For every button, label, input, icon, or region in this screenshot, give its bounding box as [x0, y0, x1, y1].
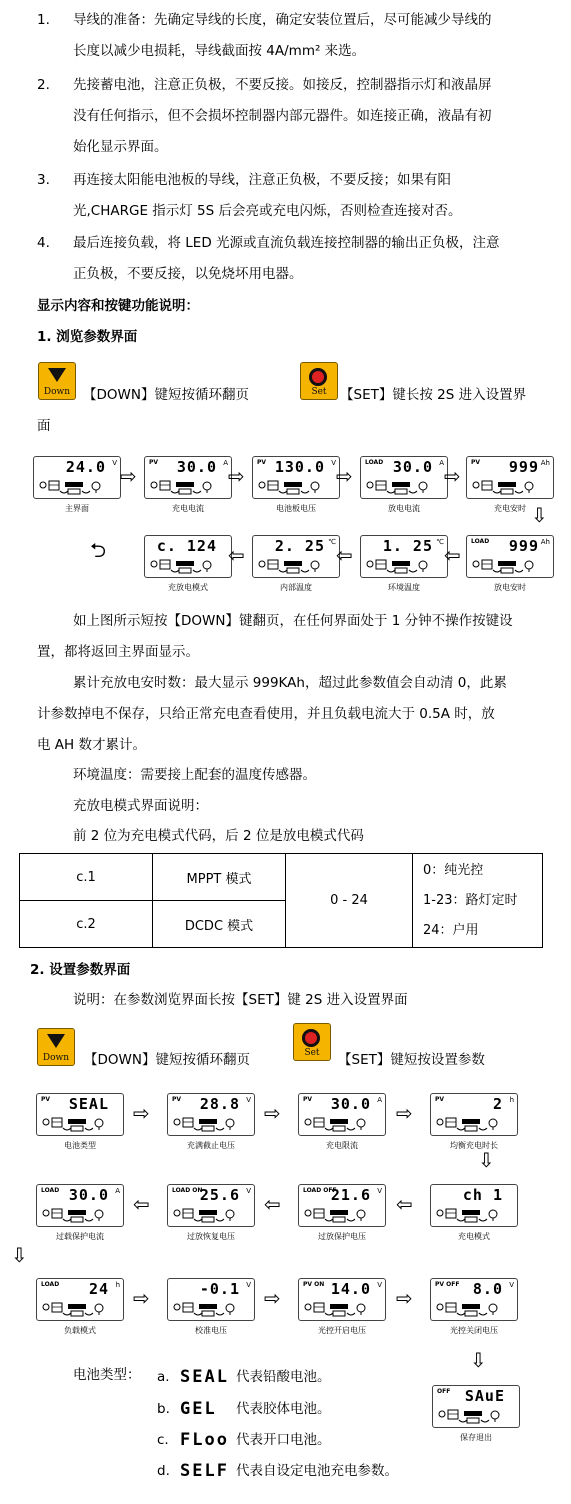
- lcd-caption: 放电电流: [388, 504, 420, 513]
- lcd-caption: 充满截止电压: [187, 1141, 235, 1150]
- section-1-down-text: 【DOWN】键短按循环翻页: [83, 387, 249, 403]
- lcd-caption: 内部温度: [280, 583, 312, 592]
- lcd-status-icons: [365, 479, 443, 495]
- lcd-caption: 环境温度: [388, 583, 420, 592]
- step-3-line-1: 再连接太阳能电池板的导线，注意正负极，不要反接；如果有阳: [73, 172, 451, 188]
- lcd-status-label: LOAD: [365, 459, 384, 466]
- lcd-status-label: LOAD OFF: [303, 1187, 337, 1194]
- lcd-status-label: PV OFF: [435, 1281, 460, 1288]
- lcd-unit: V: [246, 1187, 251, 1195]
- lcd-value: 130.0: [274, 458, 325, 476]
- down-arrow-icon: ⇩: [470, 1348, 487, 1372]
- lcd-status-icons: [38, 479, 116, 495]
- lcd-value: 24: [88, 1280, 109, 1298]
- lcd-caption: 充电安时: [494, 504, 526, 513]
- right-arrow-icon: ⇨: [133, 1286, 150, 1310]
- battery-type-code: FLoo: [180, 1430, 229, 1450]
- battery-type-key: a.: [157, 1369, 170, 1385]
- step-1-line-1: 导线的准备：先确定导线的长度，确定安装位置后，尽可能减少导线的: [73, 12, 492, 28]
- lcd-status-icons: [471, 558, 549, 574]
- lcd-status-icons: [41, 1116, 119, 1132]
- table-desc-0: 0：纯光控: [423, 862, 484, 878]
- section-2-desc: 说明：在参数浏览界面长按【SET】键 2S 进入设置界面: [73, 992, 408, 1008]
- lcd-status-label: PV ON: [303, 1281, 325, 1288]
- lcd-caption: 均衡充电时长: [450, 1141, 498, 1150]
- battery-type-desc: 代表铅酸电池。: [236, 1369, 331, 1385]
- lcd-caption: 负载模式: [64, 1326, 96, 1335]
- right-arrow-icon: ⇨: [264, 1101, 281, 1125]
- lcd-panel: [360, 535, 448, 578]
- lcd-status-label: PV: [41, 1096, 51, 1103]
- set-button-label: Set: [311, 387, 327, 397]
- lcd-status-icons: [303, 1207, 381, 1223]
- lcd-value: 30.0: [330, 1095, 371, 1113]
- lcd-value: 999: [508, 458, 539, 476]
- step-3-line-2: 光,CHARGE 指示灯 5S 后会亮或充电闪烁，否则检查连接对否。: [73, 203, 462, 219]
- left-arrow-icon: ⇦: [396, 1192, 413, 1216]
- lcd-unit: V: [246, 1281, 251, 1289]
- right-arrow-icon: ⇨: [120, 464, 137, 488]
- lcd-caption: 光控关闭电压: [450, 1326, 498, 1335]
- lcd-caption: 电池板电压: [276, 504, 316, 513]
- lcd-status-icons: [437, 1408, 515, 1424]
- left-arrow-icon: ⇦: [228, 543, 245, 567]
- lcd-caption: 充放电模式: [168, 583, 208, 592]
- right-arrow-icon: ⇨: [444, 464, 461, 488]
- left-arrow-icon: ⇦: [264, 1192, 281, 1216]
- set-button-icon-2: [293, 1023, 331, 1061]
- down-button-icon-2: [37, 1028, 75, 1066]
- para-2b: 计参数掉电不保存，只给正常充电查看使用，并且负载电流大于 0.5A 时，放: [37, 706, 495, 722]
- set-button-icon: [300, 362, 338, 400]
- lcd-status-label: OFF: [437, 1388, 451, 1395]
- table-desc-24: 24：户用: [423, 922, 479, 938]
- lcd-unit: Ah: [540, 459, 550, 467]
- lcd-status-icons: [41, 1207, 119, 1223]
- section-2-down-text: 【DOWN】键短按循环翻页: [84, 1052, 250, 1068]
- lcd-value: c. 124: [156, 537, 217, 555]
- down-arrow-icon: ⇩: [11, 1243, 28, 1267]
- lcd-value: 2. 25: [274, 537, 325, 555]
- lcd-panel: [430, 1184, 518, 1227]
- lcd-panel: [167, 1278, 255, 1321]
- para-4: 充放电模式界面说明：: [73, 798, 208, 814]
- para-1a: 如上图所示短按【DOWN】键翻页，在任何界面处于 1 分钟不操作按键设: [73, 613, 513, 629]
- lcd-panel: [432, 1385, 520, 1428]
- lcd-value: 25.6: [199, 1186, 240, 1204]
- lcd-status-icons: [257, 558, 335, 574]
- lcd-caption: 充电限流: [326, 1141, 358, 1150]
- step-3-number: 3.: [37, 172, 50, 188]
- lcd-unit: V: [112, 459, 117, 467]
- battery-type-key: d.: [157, 1463, 170, 1479]
- step-2-number: 2.: [37, 77, 50, 93]
- lcd-caption: 校准电压: [195, 1326, 227, 1335]
- battery-type-desc: 代表自设定电池充电参数。: [236, 1463, 398, 1479]
- lcd-value: 30.0: [176, 458, 217, 476]
- step-4-number: 4.: [37, 235, 50, 251]
- lcd-panel: [430, 1093, 518, 1136]
- battery-type-label: 电池类型：: [73, 1367, 141, 1383]
- table-cell-c2: c.2: [20, 901, 153, 948]
- lcd-panel: [466, 535, 554, 578]
- left-arrow-icon: ⇦: [336, 543, 353, 567]
- lcd-unit: h: [509, 1096, 514, 1104]
- lcd-value: 30.0: [392, 458, 433, 476]
- lcd-panel: [252, 456, 340, 499]
- lcd-panel: [167, 1093, 255, 1136]
- lcd-unit: V: [377, 1281, 382, 1289]
- section-2-title: 2. 设置参数界面: [30, 962, 131, 978]
- lcd-panel: [36, 1278, 124, 1321]
- right-arrow-icon: ⇨: [396, 1101, 413, 1125]
- lcd-value: 24.0: [65, 458, 106, 476]
- lcd-value: 21.6: [330, 1186, 371, 1204]
- display-heading: 显示内容和按键功能说明：: [37, 298, 199, 314]
- lcd-status-label: LOAD: [471, 538, 490, 545]
- right-arrow-icon: ⇨: [264, 1286, 281, 1310]
- right-arrow-icon: ⇨: [396, 1286, 413, 1310]
- lcd-status-label: LOAD: [41, 1281, 60, 1288]
- section-1-set-text: 【SET】键长按 2S 进入设置界: [340, 387, 527, 403]
- lcd-unit: A: [115, 1187, 120, 1195]
- set-button-label-2: Set: [304, 1048, 320, 1058]
- lcd-panel: [36, 1184, 124, 1227]
- right-arrow-icon: ⇨: [133, 1101, 150, 1125]
- lcd-status-label: PV: [257, 459, 267, 466]
- lcd-status-icons: [435, 1116, 513, 1132]
- lcd-panel: [298, 1184, 386, 1227]
- para-2a: 累计充放电安时数：最大显示 999KAh，超过此参数值会自动清 0，此累: [73, 675, 507, 691]
- lcd-panel: [36, 1093, 124, 1136]
- lcd-unit: V: [246, 1096, 251, 1104]
- step-1-number: 1.: [37, 12, 50, 28]
- lcd-unit: A: [223, 459, 228, 467]
- lcd-status-icons: [365, 558, 443, 574]
- lcd-caption: 过放恢复电压: [187, 1232, 235, 1241]
- lcd-status-icons: [257, 479, 335, 495]
- lcd-value: 28.8: [199, 1095, 240, 1113]
- battery-type-key: b.: [157, 1401, 170, 1417]
- left-arrow-icon: ⇦: [444, 543, 461, 567]
- lcd-panel: [252, 535, 340, 578]
- battery-type-desc: 代表开口电池。: [236, 1432, 331, 1448]
- lcd-unit: A: [439, 459, 444, 467]
- table-cell-c1: c.1: [20, 854, 153, 901]
- lcd-panel: [466, 456, 554, 499]
- lcd-caption: 充电电流: [172, 504, 204, 513]
- battery-type-desc: 代表胶体电池。: [236, 1401, 331, 1417]
- lcd-status-label: LOAD ON: [172, 1187, 203, 1194]
- step-2-line-3: 始化显示界面。: [73, 139, 168, 155]
- section-1-set-text-2: 面: [37, 418, 51, 434]
- left-arrow-icon: ⇦: [133, 1192, 150, 1216]
- down-button-label-2: Down: [42, 1053, 70, 1063]
- step-2-line-1: 先接蓄电池，注意正负极，不要反接。如接反，控制器指示灯和液晶屏: [73, 77, 492, 93]
- lcd-panel: [144, 535, 232, 578]
- down-arrow-icon: ⇩: [478, 1148, 495, 1172]
- right-arrow-icon: ⇨: [336, 464, 353, 488]
- table-cell-desc: [413, 854, 543, 948]
- lcd-panel: [298, 1093, 386, 1136]
- table-cell-dcdc: DCDC 模式: [153, 901, 286, 948]
- para-5: 前 2 位为充电模式代码，后 2 位是放电模式代码: [73, 828, 364, 844]
- lcd-panel: [167, 1184, 255, 1227]
- lcd-value: 30.0: [68, 1186, 109, 1204]
- lcd-caption: 放电安时: [494, 583, 526, 592]
- mode-table: [19, 853, 543, 948]
- lcd-value: SEAL: [68, 1095, 109, 1113]
- lcd-caption: 保存退出: [460, 1433, 492, 1442]
- lcd-caption: 主界面: [65, 504, 89, 513]
- step-4-line-2: 正负极，不要反接，以免烧坏用电器。: [73, 266, 303, 282]
- lcd-value: 8.0: [472, 1280, 503, 1298]
- lcd-status-icons: [435, 1207, 513, 1223]
- lcd-status-icons: [172, 1301, 250, 1317]
- step-4-line-1: 最后连接负载，将 LED 光源或直流负载连接控制器的输出正负极，注意: [73, 235, 500, 251]
- para-1b: 置，都将返回主界面显示。: [37, 644, 199, 660]
- lcd-status-icons: [303, 1116, 381, 1132]
- lcd-unit: ℃: [328, 538, 336, 546]
- lcd-value: SAuE: [464, 1387, 505, 1405]
- lcd-caption: 过放保护电压: [318, 1232, 366, 1241]
- lcd-status-label: PV: [435, 1096, 445, 1103]
- lcd-unit: h: [115, 1281, 120, 1289]
- right-arrow-icon: ⇨: [228, 464, 245, 488]
- lcd-status-label: PV: [471, 459, 481, 466]
- lcd-status-icons: [149, 558, 227, 574]
- section-2-set-text: 【SET】键短按设置参数: [338, 1052, 485, 1068]
- lcd-value: 2: [492, 1095, 503, 1113]
- lcd-caption: 光控开启电压: [318, 1326, 366, 1335]
- lcd-value: ch 1: [462, 1186, 503, 1204]
- table-cell-range: 0 - 24: [286, 854, 413, 948]
- lcd-value: -0.1: [199, 1280, 240, 1298]
- lcd-status-icons: [172, 1116, 250, 1132]
- lcd-status-label: PV: [303, 1096, 313, 1103]
- lcd-status-label: PV: [149, 459, 159, 466]
- lcd-status-label: PV: [172, 1096, 182, 1103]
- battery-type-code: SELF: [180, 1461, 229, 1481]
- para-2c: 电 AH 数才累计。: [37, 737, 146, 753]
- lcd-value: 14.0: [330, 1280, 371, 1298]
- lcd-unit: ℃: [436, 538, 444, 546]
- lcd-status-label: LOAD: [41, 1187, 60, 1194]
- down-button-label: Down: [43, 387, 71, 397]
- lcd-caption: 电池类型: [64, 1141, 96, 1150]
- lcd-status-icons: [303, 1301, 381, 1317]
- table-cell-mppt: MPPT 模式: [153, 854, 286, 901]
- return-arrow-icon: ⮌: [90, 538, 107, 562]
- lcd-unit: V: [331, 459, 336, 467]
- lcd-status-icons: [149, 479, 227, 495]
- battery-type-code: GEL: [180, 1399, 217, 1419]
- lcd-caption: 过载保护电流: [56, 1232, 104, 1241]
- lcd-unit: V: [377, 1187, 382, 1195]
- lcd-panel: [360, 456, 448, 499]
- battery-type-key: c.: [157, 1432, 169, 1448]
- lcd-status-icons: [41, 1301, 119, 1317]
- step-1-line-2: 长度以减少电损耗，导线截面按 4A/mm² 来选。: [73, 43, 366, 59]
- lcd-panel: [430, 1278, 518, 1321]
- down-button-icon: [38, 362, 76, 400]
- lcd-panel: [298, 1278, 386, 1321]
- down-arrow-icon: ⇩: [531, 503, 548, 527]
- table-desc-1: 1-23：路灯定时: [423, 892, 518, 908]
- para-3: 环境温度：需要接上配套的温度传感器。: [73, 767, 316, 783]
- lcd-status-icons: [471, 479, 549, 495]
- lcd-panel: [33, 456, 121, 499]
- step-2-line-2: 没有任何指示，但不会损坏控制器内部元器件。如连接正确，液晶有初: [73, 108, 492, 124]
- lcd-value: 1. 25: [382, 537, 433, 555]
- lcd-status-icons: [172, 1207, 250, 1223]
- lcd-unit: A: [377, 1096, 382, 1104]
- lcd-unit: V: [509, 1281, 514, 1289]
- lcd-value: 999: [508, 537, 539, 555]
- lcd-panel: [144, 456, 232, 499]
- section-1-title: 1. 浏览参数界面: [37, 329, 138, 345]
- battery-type-code: SEAL: [180, 1367, 229, 1387]
- lcd-unit: Ah: [540, 538, 550, 546]
- lcd-status-icons: [435, 1301, 513, 1317]
- lcd-caption: 充电模式: [458, 1232, 490, 1241]
